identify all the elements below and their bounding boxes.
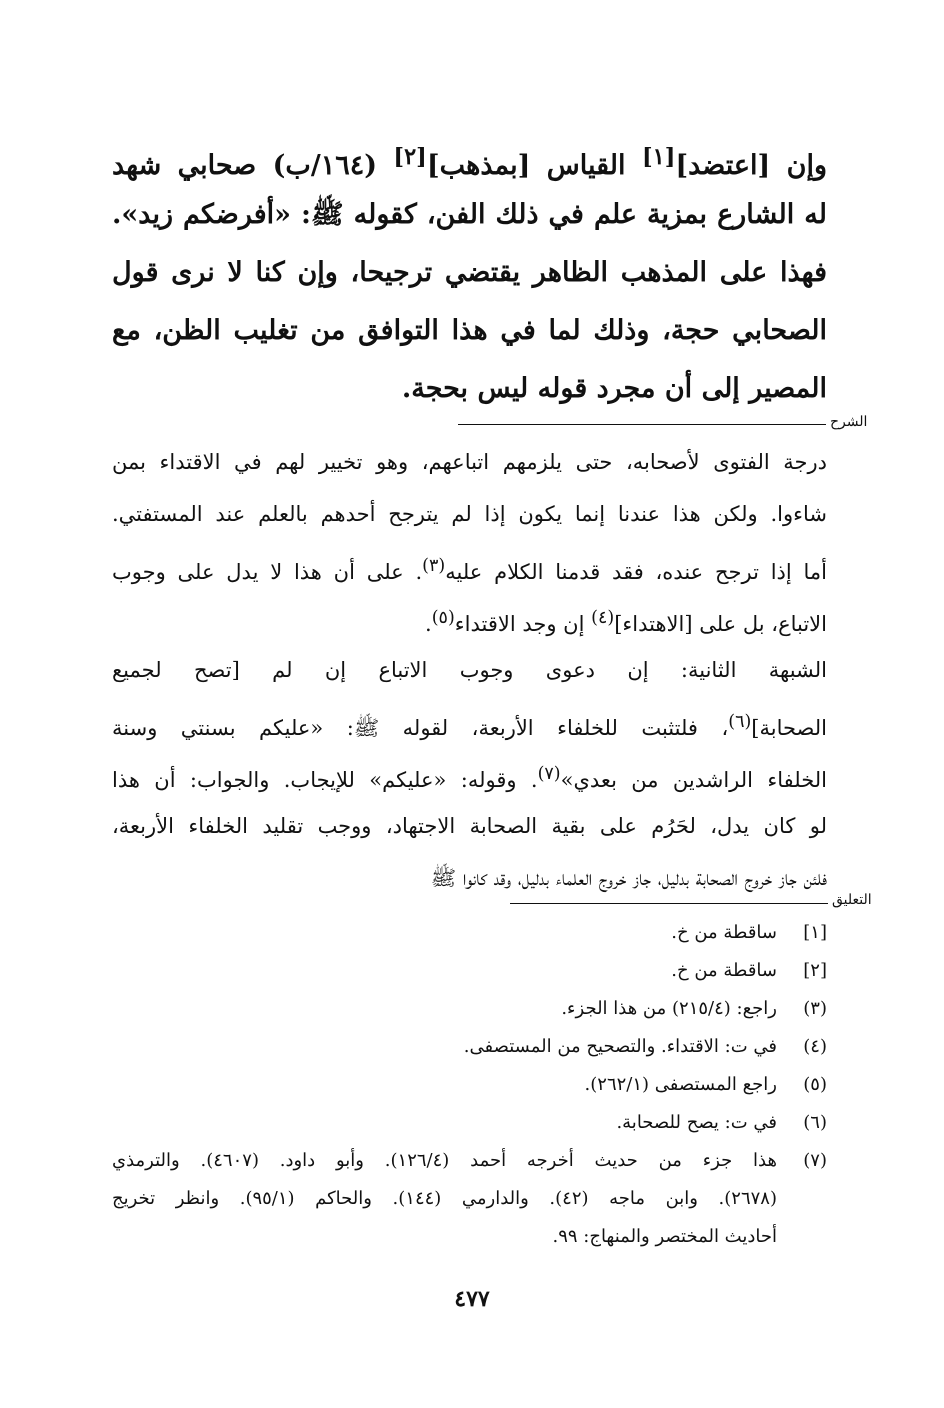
footnote [112,1028,827,1066]
footnote-text [112,952,777,990]
footnote-line: ساقطة من خ. [671,922,777,943]
main-text-line: الصحابي حجة، وذلك لما في هذا التوافق من تغليب الظن، مع [112,315,827,346]
footnote-number: (٦) [803,1112,827,1133]
commentary-line: أما إذا ترجح عنده، فقد قدمنا الكلام عليه$^{(٣)}$. على أن هذا لا يدل على وجوب [112,556,827,584]
footnote-line: راجع المستصفى (٢٦٢/١). [584,1074,777,1095]
commentary-line: فلئن جاز خروج الصحابة بدليل، جاز خروج العلماء بدليل، وقد كانوا ﷺ [430,866,827,890]
footnote-line: في ت: الاقتداء. والتصحيح من المستصفى. [463,1036,777,1057]
footnote-text [112,914,777,952]
footnote-line: في ت: يصح للصحابة. [616,1112,777,1133]
footnote [112,1104,827,1142]
footnote-text [112,1066,777,1104]
taliq-separator [510,903,828,904]
main-text-line: المصير إلى أن مجرد قوله ليس بحجة. [401,373,827,404]
footnote [112,952,827,990]
main-text-line: وإن [اعتضد][١] القياس [بمذهب][٢] (١٦٤/ب) صحابي شهد [112,144,827,181]
page-number: ٤٧٧ [454,1286,490,1312]
main-text-line: له الشارع بمزية علم في ذلك الفن، كقوله ﷺ: «أفرضكم زيد». [112,199,827,230]
footnote-number: (٣) [803,998,827,1019]
footnote-number: (٤) [803,1036,827,1057]
commentary-line: لو كان يدل، لحَرُم على بقية الصحابة الاجتهاد، ووجب تقليد الخلفاء الأربعة، [112,814,827,838]
footnote [112,990,827,1028]
footnote [112,1142,827,1256]
footnote-number: [١] [803,922,827,943]
commentary-line: الصحابة]$^{(٦)}$، فلتثبت للخلفاء الأربعة، لقوله ﷺ: «عليكم بسنتي وسنة [112,712,827,740]
commentary-line: شاءوا. ولكن هذا عندنا إنما يكون إذا لم يترجح أحدهم بالعلم عند المستفتي. [112,502,827,526]
commentary-line: درجة الفتوى لأصحابه، حتى يلزمهم اتباعهم، وهو تخيير لهم في الاقتداء بمن [112,450,827,474]
footnote-text [112,1028,777,1066]
taliq-label: التعليق [832,892,872,908]
footnote-text [112,1104,777,1142]
footnote-text [112,1142,777,1256]
footnote-text [112,990,777,1028]
footnote-line: (٢٦٧٨). وابن ماجه (٤٢). والدارمي (١٤٤). والحاكم (٩٥/١). وانظر تخريج [112,1188,777,1209]
sharh-separator [458,424,826,425]
sharh-label: الشرح [830,414,868,430]
footnote-line: هذا جزء من حديث أخرجه أحمد (١٢٦/٤). وأبو داود. (٤٦٠٧). والترمذي [112,1150,777,1171]
footnote-line: راجع: (٢١٥/٤) من هذا الجزء. [561,998,777,1019]
commentary-line: الشبهة الثانية: إن دعوى وجوب الاتباع إن لم [تصح لجميع [112,658,827,682]
commentary-text [112,436,827,904]
footnote-line: ساقطة من خ. [671,960,777,981]
main-text [112,128,827,418]
commentary-line: الاتباع، بل على [الاهتداء]$^{(٤)}$ إن وجد الاقتداء$^{(٥)}$. [425,608,827,636]
footnote-number: [٢] [803,960,827,981]
footnotes [112,914,827,1256]
footnote-number: (٧) [803,1150,827,1171]
commentary-line: الخلفاء الراشدين من بعدي»$^{(٧)}$. وقوله: «عليكم» للإيجاب. والجواب: أن هذا [112,764,827,792]
footnote-number: (٥) [803,1074,827,1095]
main-text-line: فهذا على المذهب الظاهر يقتضي ترجيحا، وإن كنا لا نرى قول [112,257,827,288]
footnote [112,914,827,952]
footnote-line: أحاديث المختصر والمنهاج: ٩٩. [552,1226,777,1247]
footnote [112,1066,827,1104]
